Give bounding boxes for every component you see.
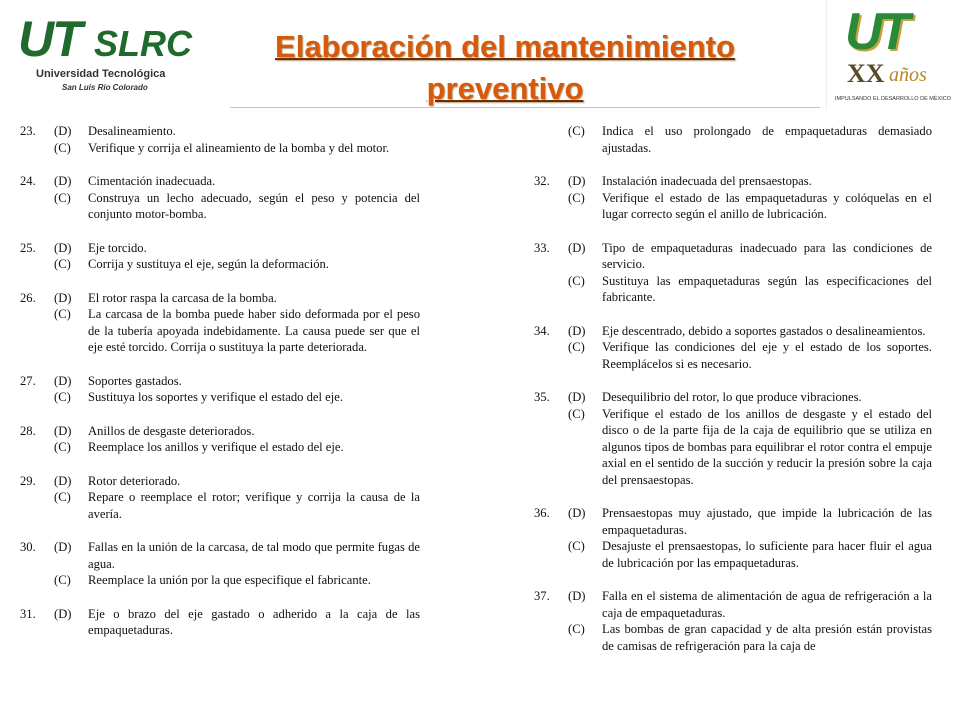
item-tag: (D) bbox=[54, 290, 72, 305]
item-tag: (D) bbox=[568, 323, 586, 338]
list-item bbox=[20, 539, 420, 589]
item-text: Verifique las condiciones del eje y el estado de los soportes. Reemplácelos si es necesario. bbox=[602, 340, 932, 371]
item-line bbox=[20, 173, 420, 190]
item-line bbox=[20, 290, 420, 307]
item-tag: (C) bbox=[54, 190, 71, 205]
item-line bbox=[20, 423, 420, 440]
item-text: Verifique el estado de las empaquetaduras y colóquelas en el lugar correcto según el anillo de lubricación. bbox=[602, 190, 932, 221]
item-text: Instalación inadecuada del prensaestopas. bbox=[602, 174, 812, 188]
list-item bbox=[534, 505, 932, 571]
item-tag: (D) bbox=[568, 240, 586, 255]
right-column bbox=[534, 123, 932, 654]
list-item bbox=[20, 606, 420, 639]
item-tag: (D) bbox=[54, 124, 72, 138]
item-text: Prensaestopas muy ajustado, que impide la lubricación de las empaquetaduras. bbox=[602, 506, 932, 537]
item-tag: (C) bbox=[568, 406, 585, 421]
item-spacer bbox=[534, 306, 932, 323]
item-text: Construya un lecho adecuado, según el peso y potencia del conjunto motor-bomba. bbox=[88, 190, 420, 221]
item-tag: (D) bbox=[568, 506, 586, 520]
item-spacer bbox=[20, 522, 420, 539]
item-spacer bbox=[20, 156, 420, 173]
logo-campus-text: San Luis Río Colorado bbox=[62, 83, 148, 92]
list-item bbox=[534, 240, 932, 306]
item-line bbox=[534, 505, 932, 538]
item-line bbox=[20, 389, 420, 406]
item-line bbox=[534, 273, 932, 306]
item-line bbox=[20, 240, 420, 257]
item-tag: (C) bbox=[568, 190, 585, 205]
item-line bbox=[20, 489, 420, 522]
item-tag: (D) bbox=[54, 473, 72, 488]
title-divider bbox=[230, 107, 820, 108]
utslrc-logo bbox=[18, 12, 218, 98]
item-spacer bbox=[20, 223, 420, 240]
item-tag: (D) bbox=[54, 423, 72, 438]
item-tag: (C) bbox=[54, 573, 71, 587]
item-spacer bbox=[20, 273, 420, 290]
item-line bbox=[20, 373, 420, 390]
item-line bbox=[534, 173, 932, 190]
item-spacer bbox=[20, 589, 420, 606]
item-tag: (C) bbox=[568, 340, 585, 354]
item-text: Eje torcido. bbox=[88, 240, 147, 255]
item-text: Rotor deteriorado. bbox=[88, 473, 181, 488]
item-line bbox=[20, 256, 420, 273]
item-text: Anillos de desgaste deteriorados. bbox=[88, 423, 255, 438]
item-line bbox=[534, 588, 932, 621]
list-item bbox=[534, 173, 932, 223]
item-text: Cimentación inadecuada. bbox=[88, 174, 216, 188]
logo-right-xx-text: XX bbox=[847, 59, 885, 88]
item-spacer bbox=[20, 406, 420, 423]
logo-slrc-text: SLRC bbox=[94, 23, 192, 64]
item-text: Falla en el sistema de alimentación de agua de refrigeración a la caja de empaquetaduras. bbox=[602, 589, 932, 620]
item-spacer bbox=[20, 456, 420, 473]
item-text: Indica el uso prolongado de empaquetaduras demasiado ajustadas. bbox=[602, 124, 932, 155]
item-text: Tipo de empaquetaduras inadecuado para las condiciones de servicio. bbox=[602, 240, 932, 271]
document-scan bbox=[17, 123, 943, 699]
item-line bbox=[20, 606, 420, 639]
item-tag: (C) bbox=[54, 390, 71, 404]
item-line bbox=[20, 306, 420, 356]
item-number: 28. bbox=[20, 423, 36, 438]
item-number: 25. bbox=[20, 240, 36, 255]
item-tag: (D) bbox=[568, 174, 586, 188]
item-tag: (C) bbox=[54, 307, 71, 321]
item-tag: (D) bbox=[568, 589, 586, 603]
item-tag: (C) bbox=[568, 273, 585, 288]
item-line bbox=[20, 190, 420, 223]
item-tag: (D) bbox=[54, 606, 72, 621]
item-line bbox=[20, 439, 420, 456]
logo-ut-text: UT bbox=[18, 11, 81, 67]
item-number: 26. bbox=[20, 290, 36, 305]
item-number: 30. bbox=[20, 540, 36, 554]
item-text: Desajuste el prensaestopas, lo suficiente para hacer fluir el agua de lubricación por las empaquetaduras. bbox=[602, 539, 932, 570]
item-text: Repare o reemplace el rotor; verifique y corrija la causa de la avería. bbox=[88, 490, 420, 521]
slide-title-line-2: preventivo bbox=[426, 71, 584, 106]
logo-university-text: Universidad Tecnológica bbox=[36, 68, 166, 80]
item-line bbox=[534, 323, 932, 340]
item-number: 36. bbox=[534, 506, 550, 520]
list-item bbox=[20, 240, 420, 273]
item-text: Sustituya los soportes y verifique el estado del eje. bbox=[88, 390, 343, 404]
list-item bbox=[20, 123, 420, 156]
item-number: 29. bbox=[20, 473, 36, 488]
item-line bbox=[20, 123, 420, 140]
item-number: 31. bbox=[20, 606, 36, 621]
item-tag: (D) bbox=[54, 174, 72, 188]
list-item bbox=[534, 123, 932, 156]
item-number: 23. bbox=[20, 124, 36, 138]
item-number: 34. bbox=[534, 323, 550, 338]
item-line bbox=[20, 539, 420, 572]
item-text: Fallas en la unión de la carcasa, de tal modo que permite fugas de agua. bbox=[88, 540, 420, 571]
list-item bbox=[20, 423, 420, 456]
ut-20-anos-logo bbox=[826, 0, 959, 110]
list-item bbox=[20, 173, 420, 223]
item-text: Verifique el estado de los anillos de desgaste y el estado del disco o de la parte fija de la caja de equilibrio que se utiliza en algunos tipos de bombas para equilibrar el rotor contra el empuje axial en el sentido de la succión y reducir la presión sobre la caja del prensaestopas. bbox=[602, 406, 932, 487]
item-tag: (C) bbox=[54, 140, 71, 155]
list-item bbox=[534, 588, 932, 654]
item-line bbox=[20, 572, 420, 589]
item-line bbox=[534, 621, 932, 654]
item-tag: (C) bbox=[568, 622, 585, 636]
item-text: Sustituya las empaquetaduras según las especificaciones del fabricante. bbox=[602, 273, 932, 304]
item-tag: (D) bbox=[54, 540, 72, 554]
list-item bbox=[20, 473, 420, 523]
item-number: 32. bbox=[534, 174, 550, 188]
item-number: 35. bbox=[534, 390, 550, 404]
logo-right-ut-text: UT bbox=[845, 3, 907, 61]
item-tag: (C) bbox=[568, 124, 585, 138]
item-spacer bbox=[534, 488, 932, 505]
list-item bbox=[20, 373, 420, 406]
left-column bbox=[20, 123, 420, 639]
item-spacer bbox=[534, 372, 932, 389]
item-spacer bbox=[534, 156, 932, 173]
item-line bbox=[534, 389, 932, 406]
item-text: Reemplace los anillos y verifique el estado del eje. bbox=[88, 440, 344, 454]
item-text: El rotor raspa la carcasa de la bomba. bbox=[88, 290, 277, 305]
item-spacer bbox=[534, 223, 932, 240]
item-line bbox=[20, 473, 420, 490]
item-line bbox=[534, 339, 932, 372]
list-item bbox=[20, 290, 420, 356]
item-text: Eje o brazo del eje gastado o adherido a la caja de las empaquetaduras. bbox=[88, 606, 420, 637]
item-text: La carcasa de la bomba puede haber sido deformada por el peso de la tubería apoyada indebidamente. La causa puede ser que el eje esté torcido. Corrija o sustituya la parte deteriorada. bbox=[88, 307, 420, 354]
item-line bbox=[20, 140, 420, 157]
item-tag: (C) bbox=[54, 490, 71, 504]
logo-right-tagline: IMPULSANDO EL DESARROLLO DE MÉXICO bbox=[835, 96, 951, 102]
slide-title bbox=[200, 26, 810, 110]
item-number: 37. bbox=[534, 589, 550, 603]
logo-right-anos-text: años bbox=[889, 64, 927, 86]
item-line bbox=[534, 190, 932, 223]
item-line bbox=[534, 123, 932, 156]
item-spacer bbox=[20, 356, 420, 373]
list-item bbox=[534, 389, 932, 488]
item-line bbox=[534, 240, 932, 273]
item-text: Desequilibrio del rotor, lo que produce vibraciones. bbox=[602, 390, 862, 404]
item-number: 27. bbox=[20, 373, 36, 388]
item-text: Soportes gastados. bbox=[88, 373, 182, 388]
item-text: Desalineamiento. bbox=[88, 124, 176, 138]
item-text: Corrija y sustituya el eje, según la deformación. bbox=[88, 257, 329, 271]
list-item bbox=[534, 323, 932, 373]
item-tag: (C) bbox=[54, 257, 71, 271]
slide-title-line-1: Elaboración del mantenimiento bbox=[275, 29, 735, 64]
item-line bbox=[534, 538, 932, 571]
item-tag: (C) bbox=[568, 539, 585, 553]
item-tag: (D) bbox=[568, 390, 586, 404]
item-spacer bbox=[534, 571, 932, 588]
item-line bbox=[534, 406, 932, 489]
item-number: 33. bbox=[534, 240, 550, 255]
item-number: 24. bbox=[20, 174, 36, 188]
item-text: Las bombas de gran capacidad y de alta presión están provistas de camisas de refrigeración para la caja de bbox=[602, 622, 932, 653]
item-text: Verifique y corrija el alineamiento de la bomba y del motor. bbox=[88, 140, 390, 155]
item-tag: (D) bbox=[54, 373, 72, 388]
item-tag: (C) bbox=[54, 440, 71, 454]
item-text: Eje descentrado, debido a soportes gastados o desalineamientos. bbox=[602, 323, 926, 338]
item-tag: (D) bbox=[54, 240, 72, 255]
item-text: Reemplace la unión por la que especifique el fabricante. bbox=[88, 573, 371, 587]
